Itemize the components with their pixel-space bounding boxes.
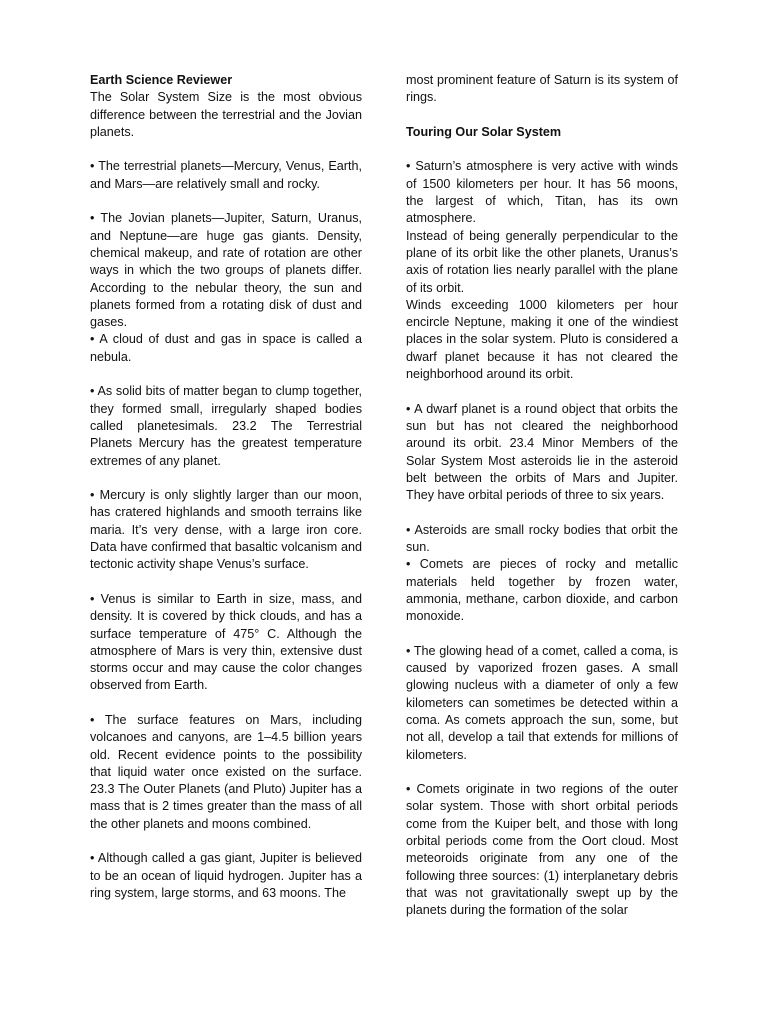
section-heading: Touring Our Solar System	[406, 124, 562, 139]
right-paragraph: Winds exceeding 1000 kilometers per hour encircle Neptune, making it one of the windiest places in the solar system. Pluto is considered a dwarf planet because it has not cleared the neighborhood around its orbit.	[406, 297, 678, 382]
left-paragraph: • The terrestrial planets—Mercury, Venus, Earth, and Mars—are relatively small and rocky.	[90, 159, 362, 191]
right-paragraph: • Comets are pieces of rocky and metallic materials held together by frozen water, ammonia, methane, carbon dioxide, and carbon monoxide.	[406, 557, 678, 624]
left-paragraph: • Although called a gas giant, Jupiter is believed to be an ocean of liquid hydrogen. Jupiter has a ring system, large storms, and 63 moons. The	[90, 851, 362, 900]
right-paragraph: • Saturn’s atmosphere is very active with winds of 1500 kilometers per hour. It has 56 moons, the largest of which, Titan, has its own atmosphere.	[406, 159, 678, 226]
right-paragraphs	[406, 158, 678, 919]
right-top-paragraph: most prominent feature of Saturn is its system of rings.	[406, 73, 678, 105]
left-paragraph: The Solar System Size is the most obvious difference between the terrestrial and the Jovian planets.	[90, 90, 362, 139]
page-title: Earth Science Reviewer	[90, 73, 233, 87]
left-paragraph: • As solid bits of matter began to clump together, they formed small, irregularly shaped bodies called planetesimals. 23.2 The Terrestrial Planets Mercury has the greatest temperature extremes of any planet.	[90, 384, 362, 468]
left-paragraph: • A cloud of dust and gas in space is called a nebula.	[90, 332, 362, 364]
left-paragraph: • Mercury is only slightly larger than our moon, has cratered highlands and smooth terrains like maria. It’s very dense, with a large iron core. Data have confirmed that basaltic volcanism and tectonic activity shape Venus’s surface.	[90, 488, 362, 572]
right-paragraph: • The glowing head of a comet, called a coma, is caused by vaporized frozen gases. A small glowing nucleus with a diameter of only a few kilometers can sometimes be detected within a coma. As comets approach the sun, some, but not all, develop a tail that extends for millions of kilometers.	[406, 643, 678, 762]
right-paragraph: • A dwarf planet is a round object that orbits the sun but has not cleared the neighborhood around its orbit. 23.4 Minor Members of the Solar System Most asteroids lie in the asteroid belt between the orbits of Mars and Jupiter. They have orbital periods of three to six years.	[406, 401, 678, 503]
right-paragraph: Instead of being generally perpendicular to the plane of its orbit like the other planets, Uranus’s axis of rotation lies nearly parallel with the plane of its orbit.	[406, 228, 678, 295]
right-column	[406, 72, 678, 937]
left-paragraph: • The surface features on Mars, including volcanoes and canyons, are 1–4.5 billion years old. Recent evidence points to the possibility that liquid water once existed on the surface. 23.3 The Outer Planets (and Pluto) Jupiter has a mass that is 2 times greater than the mass of all the other planets and moons combined.	[90, 712, 362, 831]
left-column	[90, 72, 362, 920]
left-paragraph: • The Jovian planets—Jupiter, Saturn, Uranus, and Neptune—are huge gas giants. Density, chemical makeup, and rate of rotation are other ways in which the two groups of planets differ. According to the nebular theory, the sun and planets formed from a rotating disk of dust and gases.	[90, 211, 362, 330]
right-paragraph: • Asteroids are small rocky bodies that orbit the sun.	[406, 522, 678, 555]
left-paragraph: • Venus is similar to Earth in size, mass, and density. It is covered by thick clouds, and has a surface temperature of 475° C. Although the atmosphere of Mars is very thin, extensive dust storms occur and may cause the color changes observed from Earth.	[90, 591, 362, 693]
right-paragraph: • Comets originate in two regions of the outer solar system. Those with short orbital periods come from the Kuiper belt, and those with long orbital periods come from the Oort cloud. Most meteoroids originate from any one of the following three sources: (1) interplanetary debris that was not gravitationally swept up by the planets during the formation of the solar	[406, 782, 678, 918]
left-paragraphs	[90, 89, 362, 902]
